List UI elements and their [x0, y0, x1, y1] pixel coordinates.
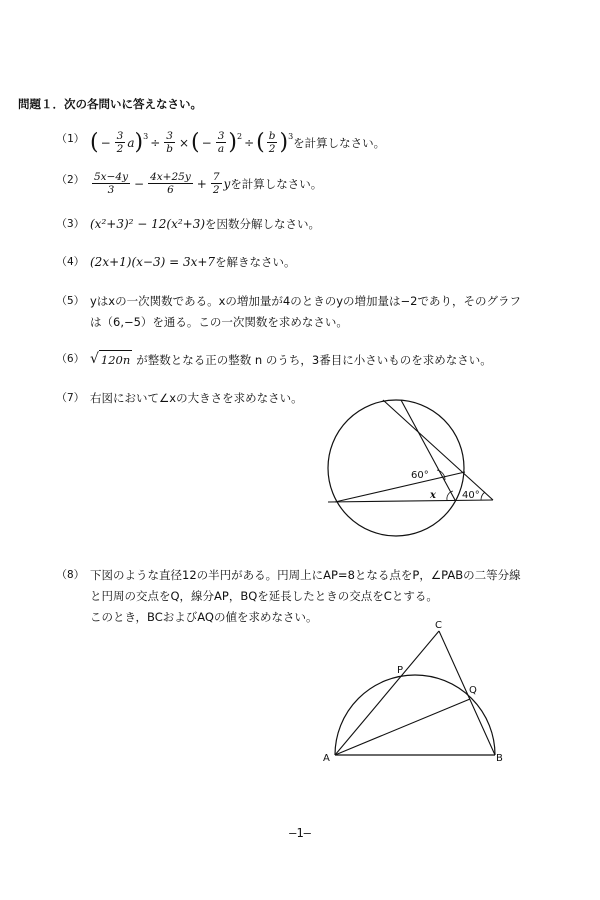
problem-8-number: （8） [56, 568, 85, 581]
p1-frac-b [164, 130, 175, 155]
p7-figure [325, 390, 500, 550]
p4-instruction: を解きなさい。 [215, 255, 296, 269]
p8-label-q: Q [469, 685, 477, 696]
p1-frac-b-den: b [166, 143, 173, 155]
p1-times: × [178, 135, 190, 150]
p4-equation: (2x+1)(x−3) = 3x+7 [90, 255, 216, 269]
p2-frac-3-den: 2 [212, 184, 220, 196]
p2-frac-3 [211, 171, 222, 196]
p8-line-ac [335, 631, 439, 755]
problem-3-body [90, 215, 570, 233]
problem-heading: 問題１．次の各問いに答えなさい。 [18, 97, 202, 111]
problem-7-number: （7） [56, 391, 85, 404]
p2-frac-1 [92, 171, 130, 196]
p7-circle [328, 400, 464, 536]
p2-frac-2 [148, 171, 193, 196]
problem-2-body [90, 171, 570, 196]
p7-instruction: 右図において∠xの大きさを求めなさい。 [90, 391, 303, 405]
problem-5 [56, 292, 570, 331]
p2-frac-1-den: 3 [107, 184, 115, 196]
p1-var-a: a [127, 135, 135, 150]
p2-instruction: を計算しなさい。 [230, 176, 323, 191]
p8-label-p: P [397, 665, 404, 676]
p6-radicand: 120n [99, 350, 132, 369]
p1-frac-c-den: a [217, 143, 225, 155]
p1-exp-c: 2 [236, 131, 243, 141]
problem-6-body [90, 350, 570, 369]
p1-frac-d-den: 2 [268, 143, 276, 155]
p2-frac-2-den: 6 [167, 184, 174, 196]
page-number: —1— [289, 826, 311, 840]
problem-1-body [90, 130, 570, 155]
p1-frac-b-num: 3 [166, 130, 173, 142]
problem-2 [56, 171, 570, 196]
p1-div-1: ÷ [150, 135, 161, 150]
p1-sign-c: − [201, 135, 212, 150]
p1-exp-a: 3 [143, 131, 149, 141]
p1-frac-c-num: 3 [217, 130, 225, 142]
p8-line-2: と円周の交点をQ，線分AP，BQを延長したときの交点をCとする。 [90, 589, 438, 603]
p2-minus: − [134, 176, 145, 191]
p7-angle-40-arc [481, 492, 485, 500]
problem-1 [56, 130, 570, 155]
p1-rparen-d: ) [279, 129, 289, 155]
p7-label-40: 40° [462, 490, 480, 501]
problem-3-number: （3） [56, 217, 85, 230]
problem-4-number: （4） [56, 255, 85, 268]
p7-chord-3 [335, 472, 465, 502]
problem-4 [56, 253, 570, 271]
problem-3 [56, 215, 570, 233]
p8-line-aq [335, 699, 470, 755]
p1-rparen-c: ) [228, 129, 237, 155]
p6-sqrt [90, 350, 132, 369]
problem-5-number: （5） [56, 294, 85, 307]
p3-instruction: を因数分解しなさい。 [205, 217, 321, 231]
p1-frac-d [267, 130, 278, 155]
p1-lparen-d: ( [256, 129, 265, 155]
p5-line-2: は（6,−5）を通る。この一次関数を求めなさい。 [90, 315, 348, 329]
p2-plus: + [196, 176, 207, 191]
p8-label-a: A [323, 753, 330, 764]
p8-line-cb [439, 631, 495, 755]
p1-div-2: ÷ [244, 135, 255, 150]
p7-label-60: 60° [411, 470, 429, 481]
p2-frac-3-num: 7 [212, 171, 220, 183]
p1-frac-d-num: b [268, 130, 276, 142]
p8-line-3: このとき，BCおよびAQの値を求めなさい。 [90, 610, 318, 624]
p8-figure [315, 615, 515, 770]
problem-6 [56, 350, 570, 369]
p1-frac-a [115, 130, 126, 155]
problem-5-body [90, 292, 570, 331]
p1-lparen-c: ( [191, 129, 200, 155]
problem-2-number: （2） [56, 173, 85, 186]
problem-6-number: （6） [56, 352, 85, 365]
p1-sign-a: − [100, 135, 111, 150]
p6-instruction: が整数となる正の整数 n のうち，3番目に小さいものを求めなさい。 [136, 352, 492, 367]
p2-var: y [223, 176, 231, 191]
p1-frac-a-den: 2 [116, 143, 124, 155]
p1-lparen-a: ( [90, 129, 99, 155]
p3-expression: (x²+3)² − 12(x²+3) [90, 217, 206, 231]
p8-label-c: C [435, 620, 442, 631]
p1-instruction: を計算しなさい。 [293, 135, 386, 150]
p2-frac-2-num: 4x+25y [150, 171, 191, 183]
p1-exp-d: 3 [288, 131, 294, 141]
p8-label-b: B [496, 753, 503, 764]
p5-line-1: yはxの一次関数である。xの増加量が4のときのyの増加量は−2であり，そのグラフ [90, 294, 521, 308]
problem-4-body [90, 253, 570, 271]
p7-label-x: x [430, 490, 436, 501]
p1-frac-a-num: 3 [116, 130, 124, 142]
p1-frac-c [216, 130, 227, 155]
p8-line-1: 下図のような直径12の半円がある。円周上にAP=8となる点をP，∠PABの二等分線 [90, 568, 521, 582]
p2-frac-1-num: 5x−4y [94, 171, 129, 183]
sqrt-icon: √ [90, 351, 99, 367]
p1-rparen-a: ) [134, 129, 144, 155]
problem-1-number: （1） [56, 132, 85, 145]
